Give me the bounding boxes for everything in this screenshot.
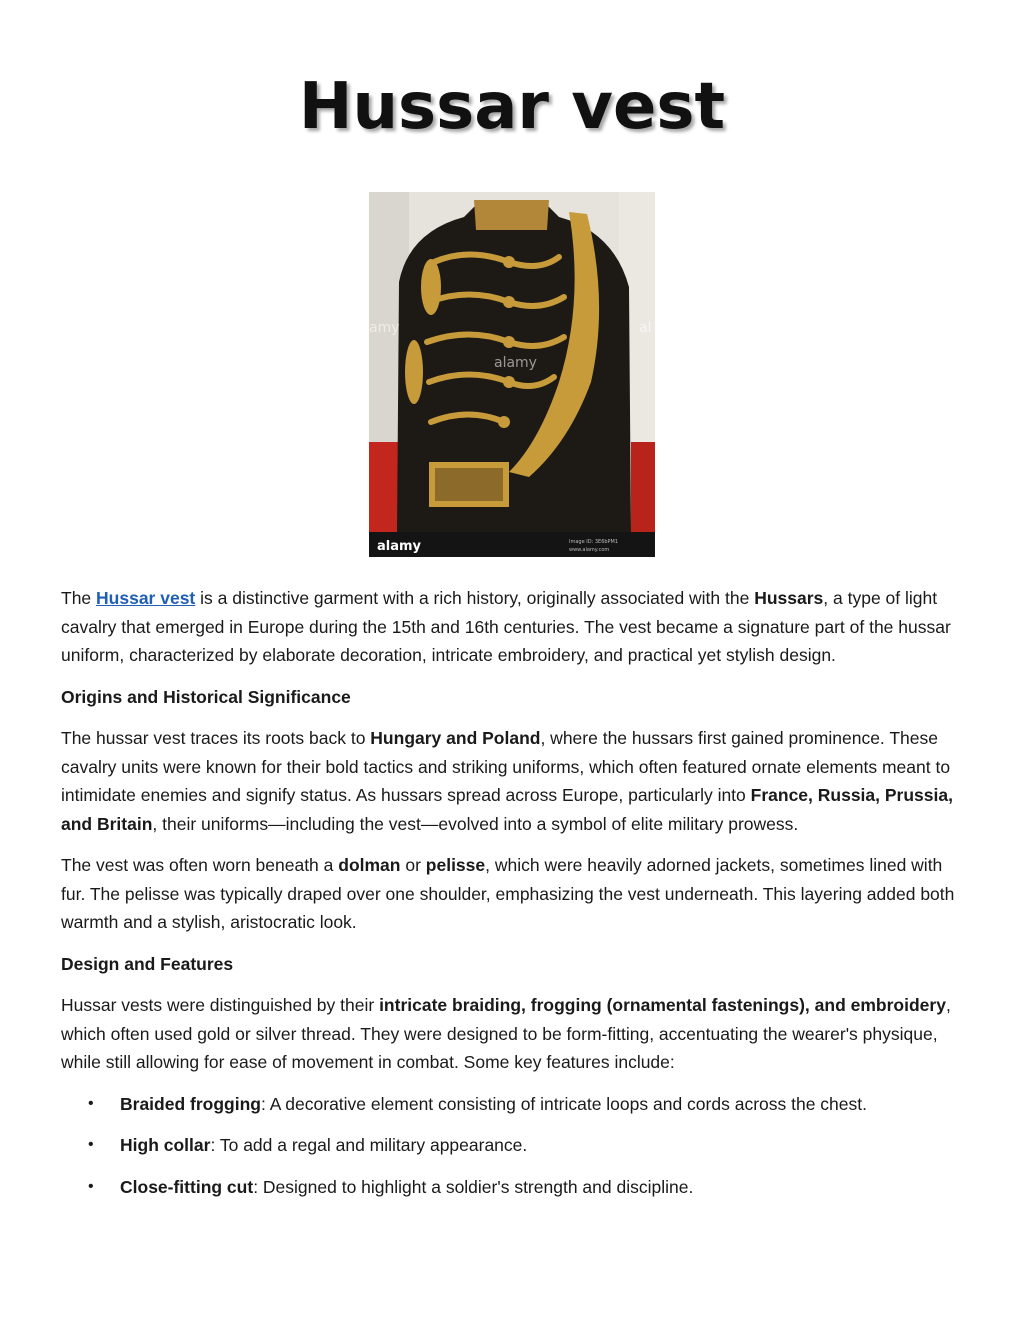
list-item: • High collar: To add a regal and military appearance. (61, 1131, 971, 1160)
origins-heading: Origins and Historical Significance (61, 686, 351, 707)
intro-text-start: The (61, 588, 97, 608)
list-item: • Close-fitting cut: Designed to highlight a soldier's strength and discipline. (61, 1173, 971, 1202)
watermark-bottom: alamy (377, 539, 422, 554)
intro-paragraph (61, 584, 971, 670)
dolman-term: dolman (338, 855, 401, 875)
hussars-term: Hussars (754, 588, 824, 608)
article-body (61, 584, 971, 1214)
hussar-vest-link[interactable]: Hussar vest (96, 588, 196, 608)
page-title: Hussar vest (298, 70, 726, 144)
intro-text-end: , a type of light cavalry that emerged in Europe during the 15th and 16th centuries. The vest became a signature part of the hussar uniform, characterized by elaborate decoration, intricate embroidery, and practical yet stylish design. (61, 588, 951, 665)
features-list (61, 1090, 971, 1202)
watermark-url: www.alamy.com (569, 547, 610, 553)
countries-term: France, Russia, Prussia, and Britain (61, 785, 953, 834)
pelisse-term: pelisse (425, 855, 486, 875)
watermark-right: al (639, 320, 652, 336)
watermark-main: alamy (494, 355, 537, 371)
hungary-poland-term: Hungary and Poland (370, 728, 541, 748)
bullet-icon: • (88, 1136, 94, 1153)
origins-paragraph-1: The hussar vest traces its roots back to Hungary and Poland, where the hussars first gained prominence. These cavalry units were known for their bold tactics and striking uniforms, which often featured ornate elements meant to intimidate enemies and signify status. As hussars spread across Europe, particularly into France, Russia, Prussia, and Britain, their uniforms—including the vest—evolved into a symbol of elite military prowess. (61, 728, 953, 834)
watermark-id: Image ID: 3E6bPM1 (569, 539, 619, 545)
design-heading: Design and Features (61, 953, 234, 974)
watermark-left: amy (369, 320, 400, 336)
hussar-uniform-photo (369, 192, 655, 557)
list-item: • Braided frogging: A decorative element consisting of intricate loops and cords across the chest. (61, 1090, 971, 1119)
origins-paragraph-2: The vest was often worn beneath a dolman or pelisse, which were heavily adorned jackets, sometimes lined with fur. The pelisse was typically draped over one shoulder, emphasizing the vest underneath. This layering added both warmth and a stylish, aristocratic look. (61, 855, 955, 932)
bullet-icon: • (88, 1177, 94, 1195)
intro-text-mid: is a distinctive garment with a rich history, originally associated with the (195, 588, 755, 608)
braiding-term: intricate braiding, frogging (ornamental fastenings), and embroidery (379, 995, 946, 1015)
bullet-icon: • (88, 1094, 94, 1112)
design-paragraph: Hussar vests were distinguished by their intricate braiding, frogging (ornamental fastenings), and embroidery, which often used gold or silver thread. They were designed to be form-fitting, accentuating the wearer's physique, while still allowing for ease of movement in combat. Some key features include: (61, 995, 951, 1072)
